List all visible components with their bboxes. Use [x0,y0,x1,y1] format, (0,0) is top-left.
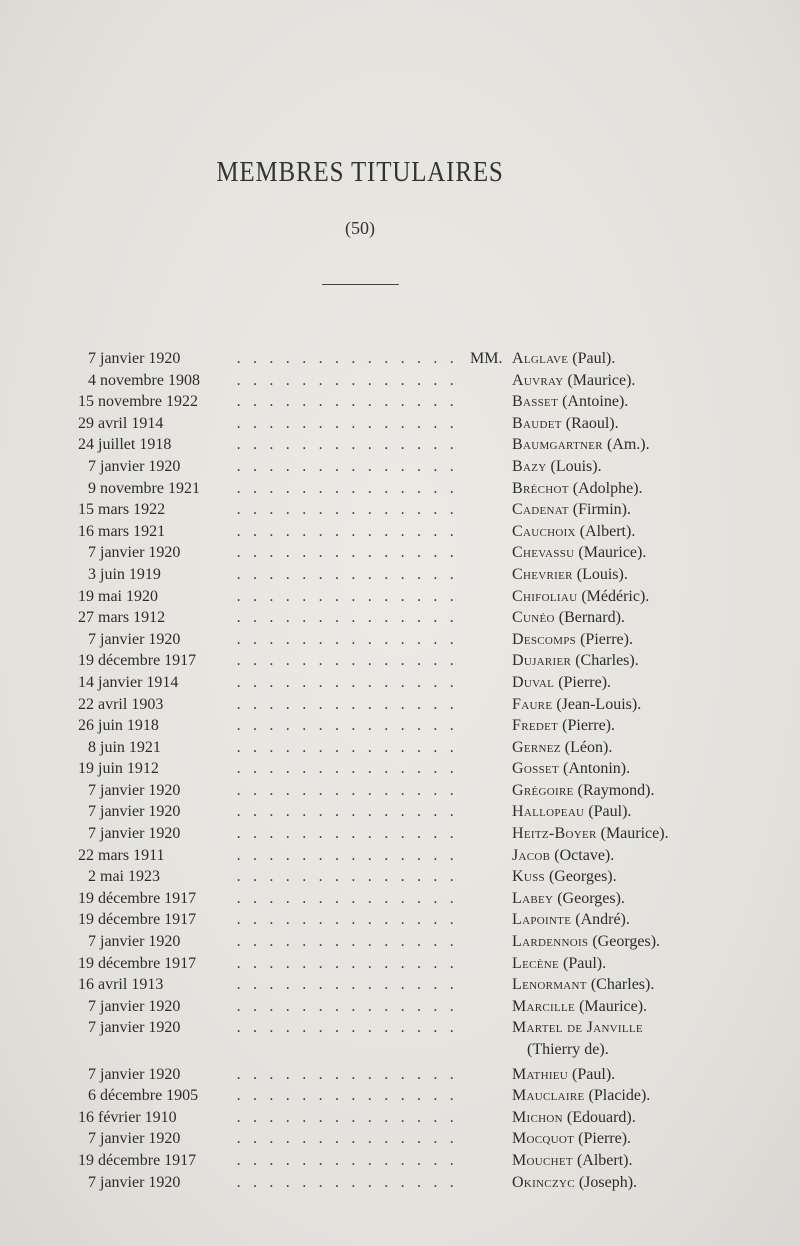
surname: Kuss [512,868,545,886]
leader-dots: . . . . . . . . . . . . . . [236,630,458,648]
horizontal-rule [322,284,399,285]
list-item [0,348,800,370]
list-item [0,694,800,716]
list-item [0,586,800,608]
leader-dots: . . . . . . . . . . . . . . [236,825,458,843]
leader-dots: . . . . . . . . . . . . . . [236,1130,458,1148]
list-item [0,780,800,802]
member-name [512,629,633,651]
leader-dots: . . . . . . . . . . . . . . [236,1173,458,1191]
admission-date: 19 mai 1920 [78,587,158,605]
given-name: (Pierre). [576,630,633,648]
given-name: (Albert). [572,1151,633,1169]
honorific: MM. [470,350,503,367]
surname: Cunéo [512,609,555,627]
list-item [0,823,800,845]
given-name: (Georges). [553,889,625,907]
member-name [512,801,631,823]
given-name: (Paul). [559,954,607,972]
member-name [512,499,631,521]
member-name [512,715,615,737]
member-name [512,909,630,931]
given-name: (Antoine). [558,393,629,411]
member-name [512,1017,643,1039]
surname: Bazy [512,457,547,475]
leader-dots: . . . . . . . . . . . . . . [236,479,458,497]
surname: Heitz-Boyer [512,825,597,843]
leader-dots: . . . . . . . . . . . . . . [236,371,458,389]
given-name: (Raoul). [561,414,619,432]
given-name: (Maurice). [574,544,647,562]
member-name [512,737,612,759]
admission-date: 7 janvier 1920 [88,1130,181,1148]
surname: Grégoire [512,781,574,799]
leader-dots: . . . . . . . . . . . . . . [236,1087,458,1105]
list-item [0,845,800,867]
given-name: (Jean-Louis). [552,695,642,713]
surname: Alglave [512,350,569,367]
surname: Labey [512,889,554,907]
admission-date: 19 décembre 1917 [78,652,197,670]
leader-dots: . . . . . . . . . . . . . . [236,803,458,821]
list-item [0,931,800,953]
admission-date: 7 janvier 1920 [88,825,181,843]
list-item [0,1172,800,1194]
member-name [512,434,650,456]
member-name [512,521,635,543]
given-name: (Médéric). [577,587,650,605]
member-name [512,348,615,370]
list-item-continuation [0,1039,800,1061]
member-name [512,1172,637,1194]
list-item [0,953,800,975]
given-name: (Joseph). [574,1173,638,1191]
member-name [512,1150,632,1172]
list-item [0,499,800,521]
member-name [512,953,606,975]
list-item [0,1017,800,1039]
member-name [512,672,611,694]
surname: Chevassu [512,544,575,562]
admission-date: 27 mars 1912 [78,609,166,627]
member-name [512,996,647,1018]
surname: Baumgartner [512,436,603,454]
leader-dots: . . . . . . . . . . . . . . [236,587,458,605]
surname: Gosset [512,760,559,778]
given-name: (Pierre). [554,673,612,691]
admission-date: 22 avril 1903 [78,695,164,713]
given-name: (Albert). [575,522,636,540]
list-item [0,478,800,500]
surname: Martel de Janville [512,1019,643,1037]
admission-date: 26 juin 1918 [78,717,159,735]
list-item [0,629,800,651]
given-name: (Paul). [584,803,632,821]
leader-dots: . . . . . . . . . . . . . . [236,457,458,475]
surname: Lardennois [512,933,589,951]
admission-date: 19 décembre 1917 [78,911,197,929]
admission-date: 24 juillet 1918 [78,436,172,454]
list-item [0,801,800,823]
surname: Lapointe [512,911,572,929]
surname: Mocquot [512,1130,575,1148]
surname: Fredet [512,717,559,735]
given-name: (Pierre). [574,1130,632,1148]
surname: Cadenat [512,501,569,519]
section-title: MEMBRES TITULAIRES [216,156,504,188]
given-name: (Maurice). [563,371,636,389]
surname: Gernez [512,738,561,756]
list-item [0,413,800,435]
surname: Duval [512,673,555,691]
leader-dots: . . . . . . . . . . . . . . [236,738,458,756]
member-name [512,1107,636,1129]
list-item [0,650,800,672]
surname: Michon [512,1108,563,1126]
leader-dots: . . . . . . . . . . . . . . [236,846,458,864]
list-item [0,607,800,629]
surname: Chifoliau [512,587,578,605]
given-name: (Octave). [550,846,615,864]
admission-date: 7 janvier 1920 [88,630,181,648]
admission-date: 7 janvier 1920 [88,997,181,1015]
surname: Mauclaire [512,1087,585,1105]
leader-dots: . . . . . . . . . . . . . . [236,911,458,929]
leader-dots: . . . . . . . . . . . . . . [236,717,458,735]
given-name: (Charles). [586,976,655,994]
member-name [512,780,655,802]
list-item [0,456,800,478]
list-item [0,758,800,780]
leader-dots: . . . . . . . . . . . . . . [236,1151,458,1169]
member-name [512,694,641,716]
admission-date: 7 janvier 1920 [88,1019,181,1037]
leader-dots: . . . . . . . . . . . . . . [236,414,458,432]
list-item [0,996,800,1018]
given-name: (Am.). [602,436,650,454]
leader-dots: . . . . . . . . . . . . . . [236,933,458,951]
admission-date: 19 décembre 1917 [78,889,197,907]
admission-date: 7 janvier 1920 [88,803,181,821]
admission-date: 7 janvier 1920 [88,350,181,367]
leader-dots: . . . . . . . . . . . . . . [236,889,458,907]
given-name: (Georges). [544,868,617,886]
leader-dots: . . . . . . . . . . . . . . [236,673,458,691]
member-name [512,607,625,629]
list-item [0,370,800,392]
admission-date: 7 janvier 1920 [88,457,181,475]
member-list [0,348,800,1193]
admission-date: 29 avril 1914 [78,414,164,432]
member-name [512,1064,615,1086]
member-name [512,370,635,392]
surname: Jacob [512,846,551,864]
admission-date: 3 juin 1919 [88,565,161,583]
surname: Lecène [512,954,560,972]
leader-dots: . . . . . . . . . . . . . . [236,781,458,799]
member-name [512,888,625,910]
leader-dots: . . . . . . . . . . . . . . [236,609,458,627]
surname: Auvray [512,371,564,389]
list-item [0,1128,800,1150]
admission-date: 7 janvier 1920 [88,781,181,799]
admission-date: 19 décembre 1917 [78,1151,197,1169]
surname: Descomps [512,630,577,648]
admission-date: 7 janvier 1920 [88,1065,181,1083]
surname: Cauchoix [512,522,576,540]
member-name [512,391,628,413]
member-name [512,845,614,867]
member-name [512,974,654,996]
list-item [0,909,800,931]
list-item [0,391,800,413]
member-count: (50) [345,218,375,238]
surname: Dujarier [512,652,572,670]
surname: Mathieu [512,1065,569,1083]
leader-dots: . . . . . . . . . . . . . . [236,760,458,778]
leader-dots: . . . . . . . . . . . . . . [236,695,458,713]
leader-dots: . . . . . . . . . . . . . . [236,1108,458,1126]
surname: Basset [512,393,559,411]
member-name [512,866,617,888]
leader-dots: . . . . . . . . . . . . . . [236,954,458,972]
surname: Lenormant [512,976,587,994]
member-name [512,1085,650,1107]
given-name: (Edouard). [562,1108,636,1126]
member-name [512,478,643,500]
leader-dots: . . . . . . . . . . . . . . [236,436,458,454]
list-item [0,715,800,737]
list-item [0,866,800,888]
given-name: (Louis). [572,565,628,583]
admission-date: 7 janvier 1920 [88,1173,181,1191]
given-name: (Maurice). [575,997,648,1015]
given-name: (Adolphe). [568,479,643,497]
member-name [512,758,630,780]
leader-dots: . . . . . . . . . . . . . . [236,565,458,583]
given-name: (Bernard). [554,609,625,627]
admission-date: 15 mars 1922 [78,501,166,519]
given-name: (Charles). [571,652,639,670]
member-name [512,413,619,435]
member-name [512,586,649,608]
given-name: (Firmin). [568,501,631,519]
given-name: (Léon). [560,738,613,756]
admission-date: 16 mars 1921 [78,522,166,540]
surname: Okinczyc [512,1173,575,1191]
member-name [512,542,646,564]
admission-date: 19 décembre 1917 [78,954,197,972]
admission-date: 19 juin 1912 [78,760,159,778]
member-name [512,564,628,586]
leader-dots: . . . . . . . . . . . . . . [236,350,458,367]
given-name: (Antonin). [558,760,631,778]
list-item [0,542,800,564]
list-item [0,1064,800,1086]
member-name [512,931,660,953]
given-name: (Placide). [584,1087,651,1105]
surname: Hallopeau [512,803,585,821]
admission-date: 4 novembre 1908 [88,371,200,389]
leader-dots: . . . . . . . . . . . . . . [236,997,458,1015]
list-item [0,672,800,694]
admission-date: 9 novembre 1921 [88,479,200,497]
member-name [512,456,602,478]
given-name: (Pierre). [558,717,615,735]
member-name [512,650,639,672]
surname: Marcille [512,997,576,1015]
list-item [0,974,800,996]
admission-date: 15 novembre 1922 [78,393,198,411]
given-name: (Raymond). [573,781,655,799]
member-name [512,1128,631,1150]
leader-dots: . . . . . . . . . . . . . . [236,544,458,562]
admission-date: 6 décembre 1905 [88,1087,199,1105]
given-name: (Louis). [546,457,602,475]
admission-date: 14 janvier 1914 [78,673,179,691]
given-name: (Paul). [568,1065,616,1083]
member-name [527,1039,609,1061]
given-name: (Paul). [568,350,616,367]
leader-dots: . . . . . . . . . . . . . . [236,501,458,519]
given-name: (Georges). [588,933,661,951]
admission-date: 8 juin 1921 [88,738,161,756]
leader-dots: . . . . . . . . . . . . . . [236,393,458,411]
list-item [0,888,800,910]
admission-date: 16 février 1910 [78,1108,177,1126]
list-item [0,1150,800,1172]
list-item [0,1085,800,1107]
surname: Bréchot [512,479,569,497]
list-item [0,1107,800,1129]
surname: Faure [512,695,553,713]
admission-date: 7 janvier 1920 [88,933,181,951]
leader-dots: . . . . . . . . . . . . . . [236,976,458,994]
leader-dots: . . . . . . . . . . . . . . [236,652,458,670]
given-name: (Thierry de). [527,1041,609,1058]
admission-date: 7 janvier 1920 [88,544,181,562]
admission-date: 16 avril 1913 [78,976,164,994]
given-name: (Maurice). [596,825,669,843]
surname: Mouchet [512,1151,573,1169]
given-name: (André). [571,911,630,929]
leader-dots: . . . . . . . . . . . . . . [236,522,458,540]
member-name [512,823,669,845]
admission-date: 2 mai 1923 [88,868,160,886]
surname: Chevrier [512,565,573,583]
list-item [0,434,800,456]
list-item [0,737,800,759]
surname: Baudet [512,414,562,432]
list-item [0,521,800,543]
leader-dots: . . . . . . . . . . . . . . [236,1019,458,1037]
admission-date: 22 mars 1911 [78,846,165,864]
leader-dots: . . . . . . . . . . . . . . [236,868,458,886]
leader-dots: . . . . . . . . . . . . . . [236,1065,458,1083]
list-item [0,564,800,586]
